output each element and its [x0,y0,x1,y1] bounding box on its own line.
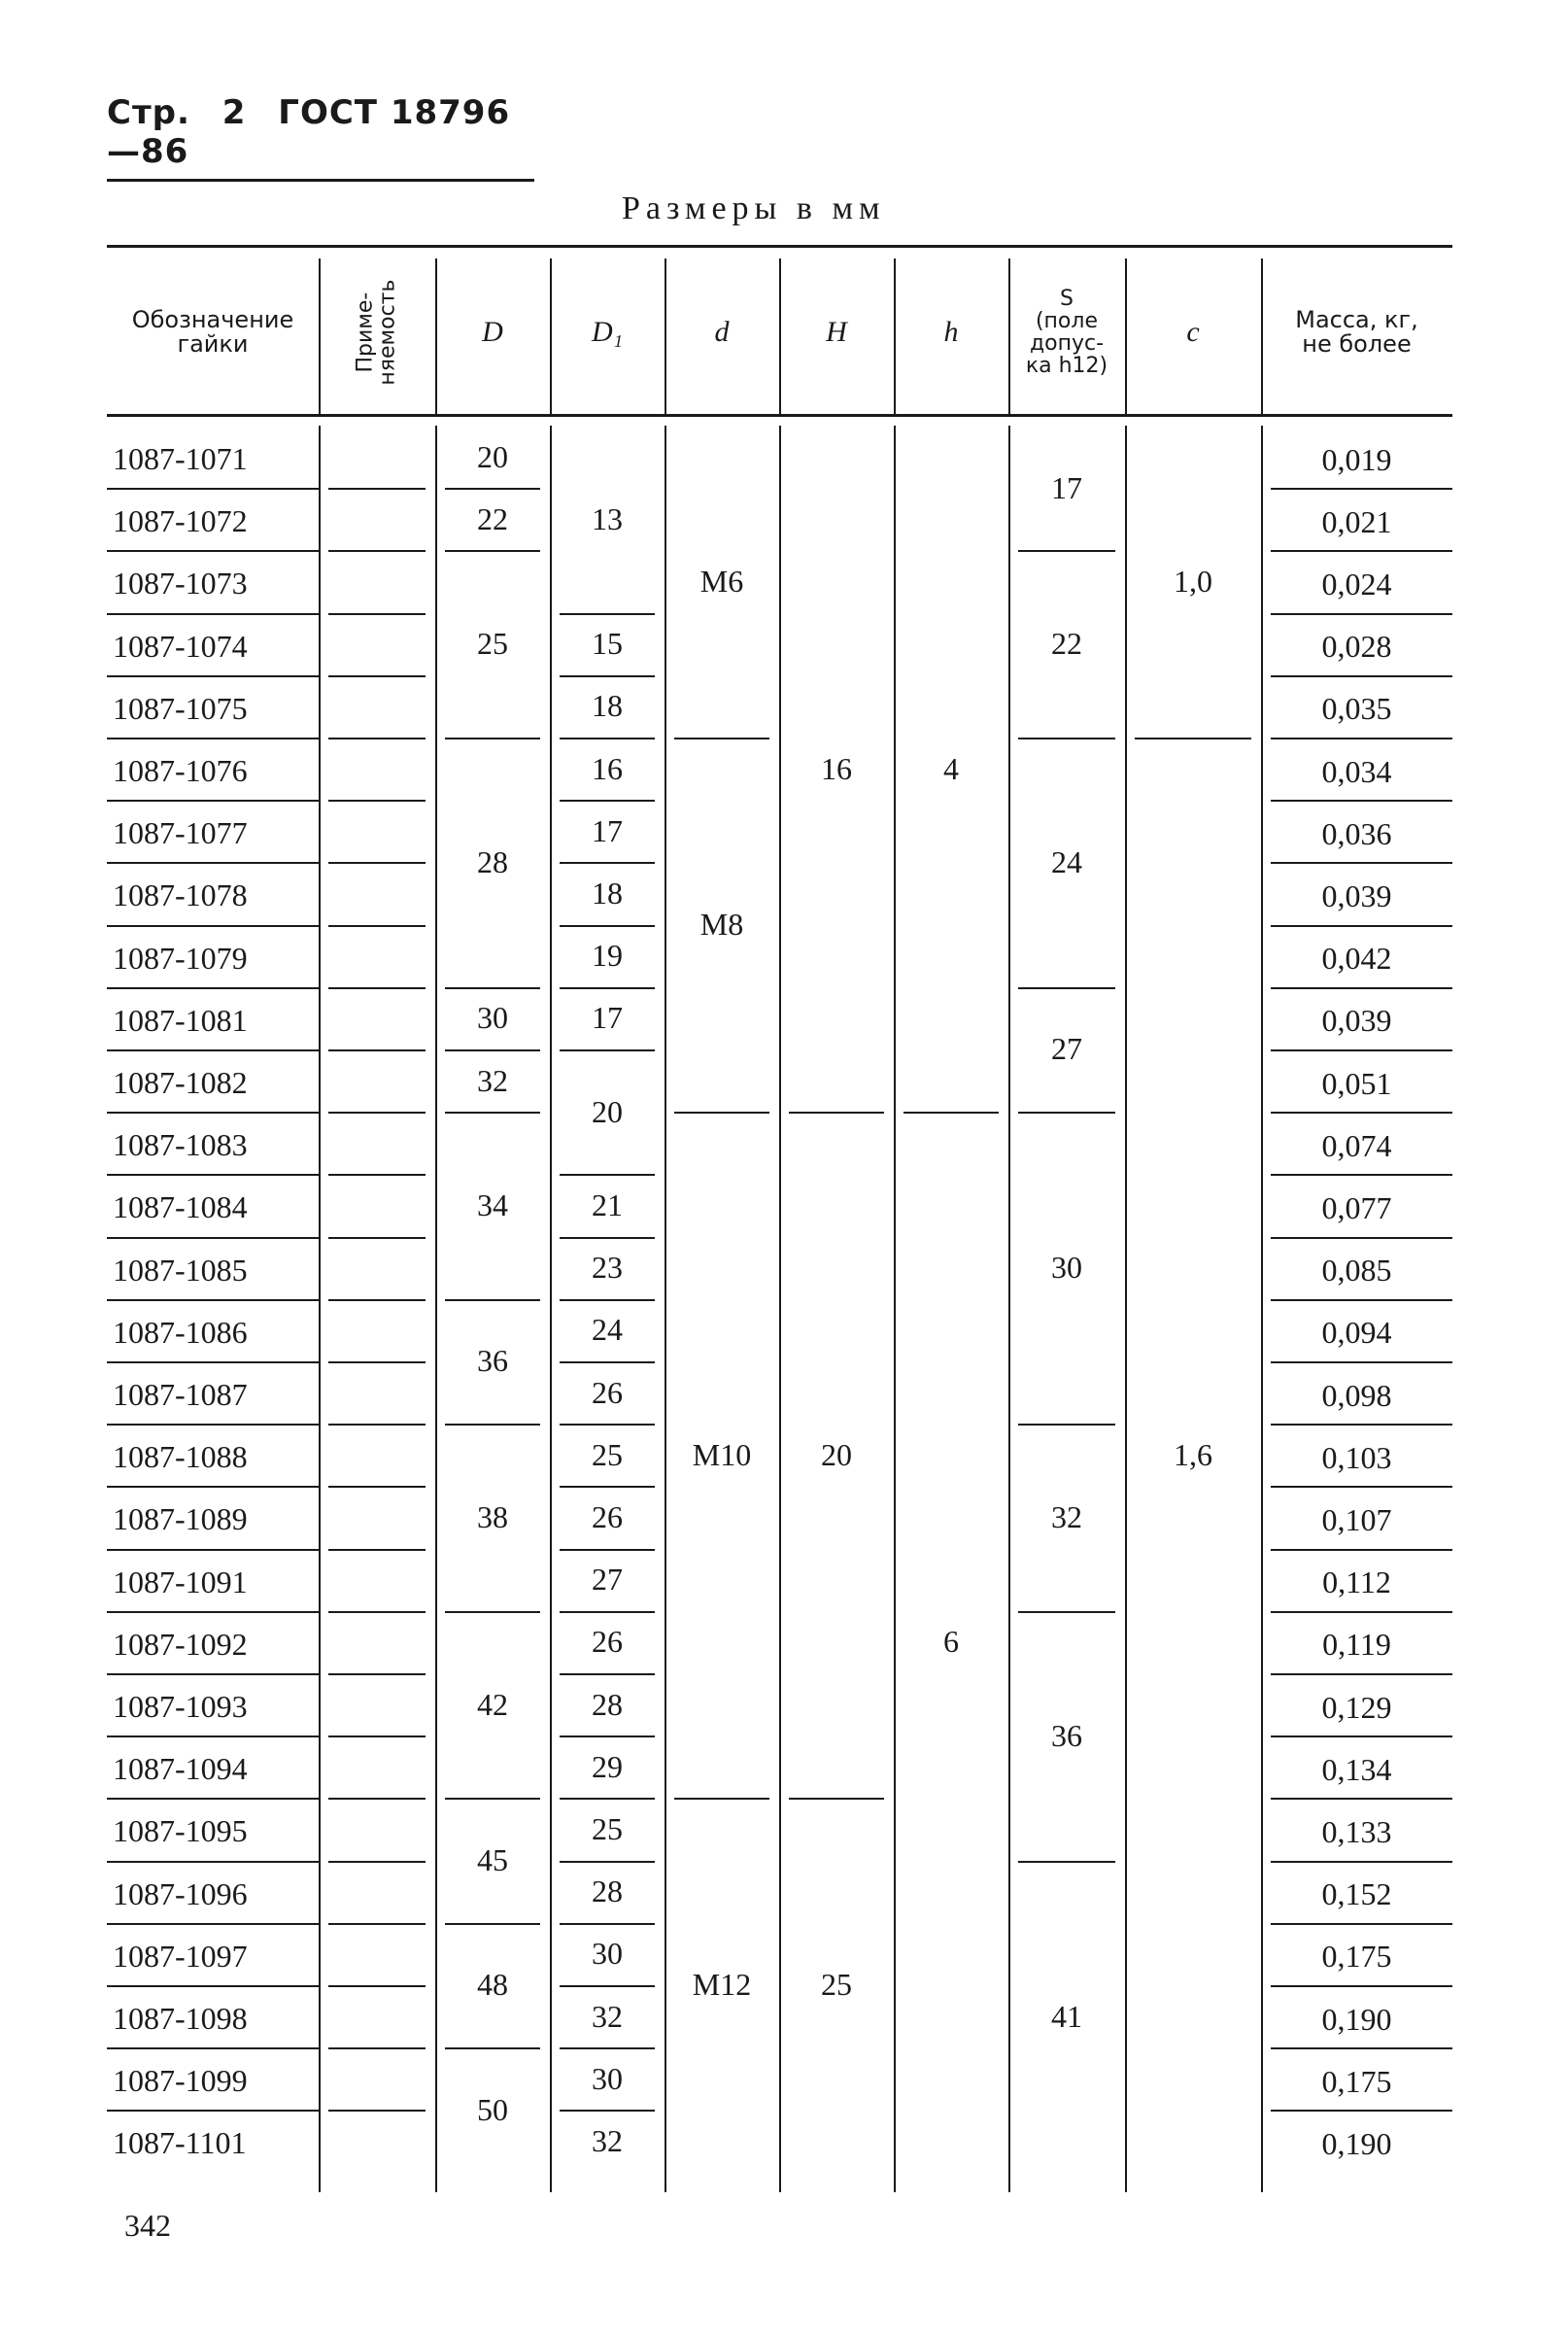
cell-D: 36 [477,1343,508,1379]
cell-D: 28 [477,843,508,879]
group-rule [560,1361,655,1363]
group-rule [1018,550,1115,552]
cell-c: 1,6 [1174,1436,1212,1472]
row-designation: 1087-1086 [113,1314,248,1350]
page-header [107,93,534,182]
group-rule [1135,738,1251,739]
row-rule [107,1673,319,1675]
group-rule [560,738,655,739]
row-rule [328,1798,426,1800]
row-designation: 1087-1091 [113,1564,248,1599]
row-rule [1271,550,1452,552]
row-rule [328,1424,426,1426]
group-rule [1018,738,1115,739]
cell-S: 41 [1051,1998,1082,2034]
row-designation: 1087-1101 [113,2125,247,2161]
row-mass: 0,085 [1321,1253,1392,1289]
header-separator [550,258,552,414]
header-separator [435,258,437,414]
group-rule [1018,987,1115,989]
row-rule [1271,488,1452,490]
row-rule [1271,1549,1452,1551]
row-mass: 0,074 [1321,1127,1392,1163]
row-mass: 0,112 [1322,1564,1391,1600]
cell-S: 30 [1051,1250,1082,1286]
row-rule [1271,1237,1452,1239]
cell-S: 17 [1051,469,1082,505]
row-rule [328,1673,426,1675]
page-label: Стр. [107,93,190,132]
cell-D1: 17 [592,1000,623,1036]
cell-D1: 30 [592,2060,623,2096]
cell-D: 34 [477,1186,508,1222]
row-rule [328,1861,426,1863]
row-mass: 0,175 [1321,1939,1392,1975]
group-rule [445,550,540,552]
header-separator [779,258,781,414]
row-rule [107,675,319,677]
row-mass: 0,021 [1321,503,1392,539]
row-mass: 0,094 [1321,1315,1392,1351]
row-rule [328,800,426,802]
row-rule [328,1923,426,1925]
row-rule [107,1424,319,1426]
row-rule [107,925,319,927]
row-mass: 0,190 [1321,2001,1392,2037]
row-mass: 0,039 [1321,1003,1392,1039]
cell-h: 6 [943,1624,959,1660]
units-caption: Размеры в мм [622,190,886,226]
header-separator [665,258,666,414]
row-designation: 1087-1094 [113,1751,248,1787]
row-rule [328,1112,426,1114]
row-rule [328,1299,426,1301]
row-rule [328,862,426,864]
cell-D: 22 [477,500,508,536]
col-header-designation: Обозначение гайки [131,305,294,358]
row-rule [1271,675,1452,677]
row-rule [1271,1798,1452,1800]
row-rule [328,1174,426,1176]
group-rule [445,488,540,490]
group-rule [445,2047,540,2049]
group-rule [560,675,655,677]
col-header-d: d [714,316,730,349]
row-rule [1271,1736,1452,1737]
row-rule [107,800,319,802]
row-mass: 0,103 [1321,1439,1392,1475]
group-rule [560,1174,655,1176]
row-mass: 0,175 [1321,2063,1392,2099]
row-mass: 0,098 [1321,1377,1392,1413]
cell-D1: 24 [592,1312,623,1348]
row-rule [107,1237,319,1239]
row-rule [107,1861,319,1863]
row-mass: 0,036 [1321,815,1392,851]
row-designation: 1087-1087 [113,1377,248,1412]
cell-H: 20 [821,1436,852,1472]
group-rule [445,987,540,989]
table-header [107,251,1452,417]
row-rule [107,2110,319,2112]
page-num: 2 [222,93,247,132]
cell-D: 42 [477,1686,508,1722]
row-mass: 0,019 [1321,441,1392,477]
col-header-mass: Масса, кг, не более [1295,305,1418,358]
column-separator [319,426,321,2192]
group-rule [560,1611,655,1613]
row-rule [1271,987,1452,989]
cell-D1: 19 [592,938,623,974]
row-rule [107,550,319,552]
cell-D1: 28 [592,1686,623,1722]
group-rule [560,925,655,927]
cell-h: 4 [943,750,959,786]
group-rule [445,1112,540,1114]
cell-D1: 16 [592,750,623,786]
row-rule [328,1736,426,1737]
table-top-rule [107,245,1452,248]
cell-S: 27 [1051,1031,1082,1067]
cell-c: 1,0 [1174,564,1212,599]
row-designation: 1087-1079 [113,940,248,976]
cell-D1: 26 [592,1374,623,1410]
cell-D: 30 [477,1000,508,1036]
row-designation: 1087-1084 [113,1189,248,1225]
row-rule [1271,1299,1452,1301]
group-rule [560,613,655,615]
row-rule [328,2110,426,2112]
row-rule [1271,1861,1452,1863]
row-rule [328,1486,426,1488]
row-designation: 1087-1073 [113,566,248,601]
cell-D1: 32 [592,2122,623,2158]
cell-S: 32 [1051,1498,1082,1534]
group-rule [560,1861,655,1863]
row-mass: 0,035 [1321,691,1392,727]
group-rule [560,1923,655,1925]
row-designation: 1087-1099 [113,2063,248,2099]
row-rule [107,613,319,615]
row-rule [1271,862,1452,864]
page-number: 342 [124,2208,171,2243]
row-rule [1271,1486,1452,1488]
row-designation: 1087-1088 [113,1439,248,1475]
row-mass: 0,042 [1321,941,1392,977]
group-rule [560,1798,655,1800]
row-designation: 1087-1098 [113,2001,248,2036]
col-header-D: D [482,316,503,349]
row-mass: 0,028 [1321,629,1392,665]
cell-D1: 27 [592,1562,623,1598]
row-mass: 0,152 [1321,1876,1392,1912]
row-designation: 1087-1072 [113,503,248,539]
row-rule [328,1049,426,1051]
row-rule [107,1361,319,1363]
cell-D1: 21 [592,1186,623,1222]
row-rule [107,1549,319,1551]
row-rule [107,1798,319,1800]
row-rule [1271,1174,1452,1176]
row-mass: 0,107 [1321,1501,1392,1537]
cell-D1: 18 [592,688,623,724]
col-header-H: H [826,316,847,349]
row-designation: 1087-1076 [113,753,248,788]
group-rule [560,2110,655,2112]
row-designation: 1087-1071 [113,441,248,476]
cell-H: 16 [821,750,852,786]
row-rule [107,1112,319,1114]
group-rule [445,1923,540,1925]
row-rule [107,2047,319,2049]
row-rule [1271,800,1452,802]
row-rule [1271,925,1452,927]
row-rule [107,1736,319,1737]
row-rule [1271,1923,1452,1925]
cell-S: 36 [1051,1717,1082,1753]
row-rule [328,1361,426,1363]
row-designation: 1087-1093 [113,1689,248,1724]
row-rule [328,613,426,615]
row-rule [107,1486,319,1488]
row-mass: 0,190 [1321,2125,1392,2161]
row-rule [107,987,319,989]
row-designation: 1087-1095 [113,1813,248,1849]
row-designation: 1087-1081 [113,1002,248,1038]
standard-title: ГОСТ 18796—86 [107,93,511,171]
group-rule [560,1673,655,1675]
row-designation: 1087-1089 [113,1501,248,1537]
row-mass: 0,039 [1321,877,1392,913]
row-mass: 0,133 [1321,1813,1392,1849]
group-rule [560,1985,655,1987]
group-rule [674,1112,769,1114]
cell-D1: 20 [592,1093,623,1129]
row-rule [107,1299,319,1301]
row-rule [107,862,319,864]
cell-D1: 26 [592,1624,623,1660]
cell-D1: 13 [592,500,623,536]
row-designation: 1087-1085 [113,1252,248,1288]
cell-D1: 23 [592,1250,623,1286]
row-rule [328,1985,426,1987]
cell-D1: 18 [592,875,623,911]
group-rule [789,1112,884,1114]
cell-D: 38 [477,1498,508,1534]
row-mass: 0,077 [1321,1189,1392,1225]
cell-D: 50 [477,2091,508,2127]
row-rule [1271,2047,1452,2049]
row-designation: 1087-1097 [113,1938,248,1974]
cell-D1: 28 [592,1873,623,1909]
header-separator [894,258,896,414]
group-rule [1018,1424,1115,1426]
cell-D1: 29 [592,1748,623,1784]
group-rule [560,1549,655,1551]
header-separator [1261,258,1263,414]
row-rule [1271,1424,1452,1426]
row-rule [328,987,426,989]
group-rule [674,1798,769,1800]
group-rule [560,1237,655,1239]
row-designation: 1087-1082 [113,1065,248,1100]
group-rule [1018,1861,1115,1863]
header-separator [319,258,321,414]
group-rule [1018,1611,1115,1613]
group-rule [560,1049,655,1051]
cell-D: 45 [477,1842,508,1878]
header-separator [1125,258,1127,414]
header-separator [1008,258,1010,414]
group-rule [560,1299,655,1301]
group-rule [445,1049,540,1051]
row-rule [1271,1611,1452,1613]
row-rule [1271,1112,1452,1114]
group-rule [560,1486,655,1488]
group-rule [445,738,540,739]
group-rule [560,862,655,864]
cell-D: 48 [477,1967,508,2003]
row-rule [1271,1049,1452,1051]
col-header-S: S (поле допус- ка h12) [1025,286,1108,379]
row-rule [328,675,426,677]
row-rule [107,738,319,739]
row-designation: 1087-1077 [113,815,248,851]
row-mass: 0,024 [1321,566,1392,601]
row-rule [328,738,426,739]
row-rule [107,1923,319,1925]
row-rule [328,1611,426,1613]
row-designation: 1087-1092 [113,1626,248,1662]
cell-S: 24 [1051,843,1082,879]
group-rule [445,1611,540,1613]
group-rule [560,1424,655,1426]
row-rule [1271,1985,1452,1987]
col-header-applicability: Приме- няемость [353,279,400,386]
row-rule [1271,738,1452,739]
row-rule [1271,613,1452,615]
row-rule [1271,1673,1452,1675]
cell-D1: 17 [592,812,623,848]
row-designation: 1087-1075 [113,690,248,726]
cell-S: 22 [1051,626,1082,662]
col-header-c: c [1186,316,1200,349]
row-designation: 1087-1074 [113,628,248,664]
cell-d: M8 [699,907,744,943]
group-rule [560,987,655,989]
row-designation: 1087-1078 [113,877,248,913]
cell-d: M10 [692,1436,752,1472]
column-separator [1261,426,1263,2192]
group-rule [674,738,769,739]
cell-d: M6 [699,564,744,599]
row-rule [107,1174,319,1176]
group-rule [1018,1112,1115,1114]
group-rule [789,1798,884,1800]
row-designation: 1087-1083 [113,1127,248,1163]
group-rule [560,1736,655,1737]
row-mass: 0,034 [1321,753,1392,789]
row-mass: 0,134 [1321,1751,1392,1787]
col-header-D1: D₁ [591,316,624,349]
row-rule [328,1549,426,1551]
cell-H: 25 [821,1967,852,2003]
group-rule [445,1798,540,1800]
row-mass: 0,129 [1321,1689,1392,1725]
group-rule [445,1299,540,1301]
row-mass: 0,119 [1322,1627,1391,1663]
row-rule [328,488,426,490]
row-rule [328,2047,426,2049]
cell-D1: 32 [592,1998,623,2034]
col-header-h: h [943,316,959,349]
cell-D: 25 [477,626,508,662]
cell-D1: 30 [592,1936,623,1972]
row-rule [328,1237,426,1239]
cell-D1: 15 [592,626,623,662]
row-mass: 0,051 [1321,1065,1392,1101]
row-rule [107,1049,319,1051]
row-rule [328,925,426,927]
row-rule [1271,1361,1452,1363]
group-rule [445,1424,540,1426]
row-rule [107,1985,319,1987]
row-rule [1271,2110,1452,2112]
cell-D1: 25 [592,1436,623,1472]
group-rule [903,1112,999,1114]
row-rule [328,550,426,552]
cell-D1: 26 [592,1498,623,1534]
row-rule [107,488,319,490]
group-rule [560,800,655,802]
row-rule [107,1611,319,1613]
cell-d: M12 [692,1967,752,2003]
cell-D: 32 [477,1062,508,1098]
group-rule [560,2047,655,2049]
cell-D: 20 [477,438,508,474]
col-header-applicability-cell [319,251,435,414]
row-designation: 1087-1096 [113,1875,248,1911]
cell-D1: 25 [592,1810,623,1846]
